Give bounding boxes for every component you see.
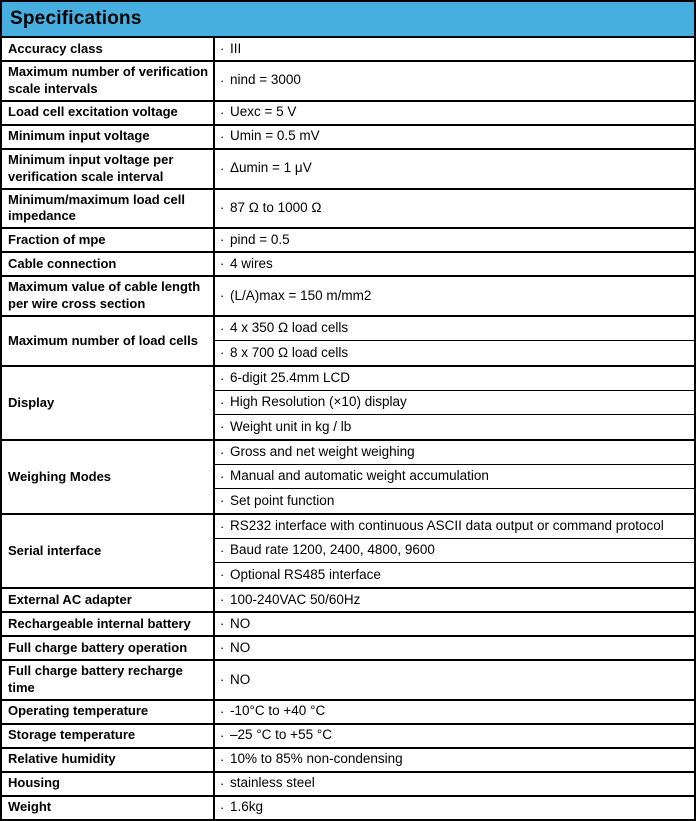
spec-value-text: RS232 interface with continuous ASCII data output or command protocol	[230, 518, 664, 534]
spec-label: Maximum number of verification scale intervals	[2, 62, 215, 100]
spec-values	[215, 773, 694, 795]
spec-value-text: Gross and net weight weighing	[230, 444, 415, 460]
spec-values	[215, 150, 694, 188]
spec-label: Fraction of mpe	[2, 229, 215, 251]
spec-label: Weight	[2, 797, 215, 819]
bullet-dot-icon: ·	[220, 419, 225, 434]
spec-value	[215, 277, 694, 315]
spec-values	[215, 725, 694, 747]
bullet-dot-icon: ·	[220, 671, 225, 687]
table-row	[2, 589, 694, 613]
spec-value	[215, 515, 694, 539]
spec-values	[215, 797, 694, 819]
spec-value	[215, 415, 694, 439]
bullet-dot-icon: ·	[220, 288, 225, 304]
spec-values	[215, 317, 694, 365]
table-row	[2, 749, 694, 773]
bullet-dot-icon: ·	[220, 345, 225, 360]
spec-label: Full charge battery operation	[2, 637, 215, 659]
bullet-dot-icon: ·	[220, 703, 225, 719]
spec-value	[215, 126, 694, 148]
bullet-dot-icon: ·	[220, 775, 225, 791]
table-row	[2, 637, 694, 661]
spec-label: Weighing Modes	[2, 441, 215, 513]
spec-value	[215, 489, 694, 513]
spec-label: Storage temperature	[2, 725, 215, 747]
spec-value-text: Manual and automatic weight accumulation	[230, 468, 489, 484]
spec-label: Display	[2, 367, 215, 439]
spec-value-text: pind = 0.5	[230, 231, 290, 247]
table-row	[2, 613, 694, 637]
bullet-dot-icon: ·	[220, 104, 225, 120]
bullet-dot-icon: ·	[220, 640, 225, 655]
spec-values	[215, 229, 694, 251]
spec-label: Housing	[2, 773, 215, 795]
spec-values	[215, 126, 694, 148]
spec-values	[215, 441, 694, 513]
spec-label: Maximum number of load cells	[2, 317, 215, 365]
bullet-dot-icon: ·	[220, 256, 225, 272]
table-row	[2, 277, 694, 317]
table-row	[2, 773, 694, 797]
spec-value	[215, 391, 694, 415]
spec-value-text: Optional RS485 interface	[230, 566, 381, 582]
spec-value	[215, 229, 694, 251]
spec-value	[215, 773, 694, 795]
spec-value-text: -10°C to +40 °C	[230, 703, 326, 719]
spec-value	[215, 637, 694, 659]
spec-value	[215, 797, 694, 819]
spec-value-text: High Resolution (×10) display	[230, 394, 407, 410]
table-row	[2, 317, 694, 367]
spec-values	[215, 515, 694, 587]
spec-value	[215, 150, 694, 188]
spec-label: Operating temperature	[2, 701, 215, 723]
bullet-dot-icon: ·	[220, 232, 225, 248]
table-row	[2, 701, 694, 725]
spec-value	[215, 563, 694, 587]
bullet-dot-icon: ·	[220, 200, 225, 216]
spec-value-text: stainless steel	[230, 775, 315, 791]
spec-label: Minimum/maximum load cell impedance	[2, 190, 215, 228]
table-row	[2, 229, 694, 253]
spec-value	[215, 465, 694, 489]
spec-values	[215, 701, 694, 723]
spec-value-text: NO	[230, 639, 251, 655]
spec-value-text: Δumin = 1 μV	[230, 160, 312, 176]
spec-values	[215, 38, 694, 60]
spec-value-text: 4 x 350 Ω load cells	[230, 320, 349, 336]
bullet-dot-icon: ·	[220, 320, 225, 336]
spec-value	[215, 62, 694, 100]
table-row	[2, 150, 694, 190]
spec-value	[215, 539, 694, 563]
spec-value-text: 1.6kg	[230, 799, 264, 815]
spec-value-text: Weight unit in kg / lb	[230, 418, 352, 434]
spec-value	[215, 190, 694, 228]
spec-label: External AC adapter	[2, 589, 215, 611]
spec-label: Load cell excitation voltage	[2, 102, 215, 124]
spec-label: Full charge battery recharge time	[2, 661, 215, 699]
spec-value	[215, 613, 694, 635]
spec-value	[215, 725, 694, 747]
bullet-dot-icon: ·	[220, 616, 225, 631]
spec-label: Relative humidity	[2, 749, 215, 771]
spec-value-text: Set point function	[230, 492, 335, 508]
spec-value-text: NO	[230, 615, 251, 631]
spec-value	[215, 661, 694, 699]
spec-value-text: 6-digit 25.4mm LCD	[230, 370, 351, 386]
spec-value	[215, 102, 694, 124]
spec-values	[215, 102, 694, 124]
spec-value-text: III	[230, 40, 242, 56]
bullet-dot-icon: ·	[220, 542, 225, 558]
spec-value-text: –25 °C to +55 °C	[230, 727, 332, 743]
table-row	[2, 38, 694, 62]
spec-values	[215, 62, 694, 100]
spec-value	[215, 253, 694, 275]
bullet-dot-icon: ·	[220, 799, 225, 815]
spec-value-text: Umin = 0.5 mV	[230, 128, 320, 144]
spec-value-text: 4 wires	[230, 255, 273, 271]
spec-value-text: 8 x 700 Ω load cells	[230, 344, 349, 360]
spec-values	[215, 367, 694, 439]
bullet-dot-icon: ·	[220, 370, 225, 386]
spec-values	[215, 613, 694, 635]
spec-value	[215, 341, 694, 365]
spec-value	[215, 589, 694, 611]
spec-values	[215, 749, 694, 771]
spec-value-text: (L/A)max = 150 m/mm2	[230, 287, 372, 303]
spec-values	[215, 661, 694, 699]
spec-value	[215, 38, 694, 60]
table-row	[2, 441, 694, 515]
bullet-dot-icon: ·	[220, 72, 225, 88]
bullet-dot-icon: ·	[220, 727, 225, 743]
spec-label: Cable connection	[2, 253, 215, 275]
table-row	[2, 725, 694, 749]
bullet-dot-icon: ·	[220, 567, 225, 582]
table-row	[2, 190, 694, 230]
spec-value	[215, 367, 694, 391]
page-title: Specifications	[10, 8, 142, 29]
spec-value-text: NO	[230, 671, 251, 687]
bullet-dot-icon: ·	[220, 468, 225, 484]
bullet-dot-icon: ·	[220, 592, 225, 607]
bullet-dot-icon: ·	[220, 493, 225, 508]
spec-value	[215, 441, 694, 465]
spec-value	[215, 749, 694, 771]
bullet-dot-icon: ·	[220, 751, 225, 767]
bullet-dot-icon: ·	[220, 394, 225, 410]
bullet-dot-icon: ·	[220, 128, 225, 144]
bullet-dot-icon: ·	[220, 444, 225, 460]
bullet-dot-icon: ·	[220, 160, 225, 176]
table-row	[2, 102, 694, 126]
spec-values	[215, 253, 694, 275]
spec-value	[215, 701, 694, 723]
table-row	[2, 367, 694, 441]
spec-value-text: Baud rate 1200, 2400, 4800, 9600	[230, 542, 435, 558]
spec-values	[215, 637, 694, 659]
table-row	[2, 515, 694, 589]
spec-value-text: 87 Ω to 1000 Ω	[230, 200, 322, 216]
spec-label: Rechargeable internal battery	[2, 613, 215, 635]
spec-label: Maximum value of cable length per wire cross section	[2, 277, 215, 315]
bullet-dot-icon: ·	[220, 40, 225, 56]
bullet-dot-icon: ·	[220, 518, 225, 534]
spec-values	[215, 277, 694, 315]
spec-value-text: Uexc = 5 V	[230, 104, 297, 120]
spec-label: Minimum input voltage	[2, 126, 215, 148]
spec-values	[215, 190, 694, 228]
table-row	[2, 253, 694, 277]
table-header	[2, 2, 694, 38]
spec-value-text: 10% to 85% non-condensing	[230, 751, 403, 767]
spec-rows	[2, 38, 694, 819]
spec-value-text: nind = 3000	[230, 72, 301, 88]
spec-value	[215, 317, 694, 341]
spec-label: Serial interface	[2, 515, 215, 587]
table-row	[2, 62, 694, 102]
spec-label: Accuracy class	[2, 38, 215, 60]
spec-value-text: 100-240VAC 50/60Hz	[230, 591, 361, 607]
table-row	[2, 661, 694, 701]
table-row	[2, 126, 694, 150]
spec-label: Minimum input voltage per verification scale interval	[2, 150, 215, 188]
table-row	[2, 797, 694, 819]
spec-values	[215, 589, 694, 611]
